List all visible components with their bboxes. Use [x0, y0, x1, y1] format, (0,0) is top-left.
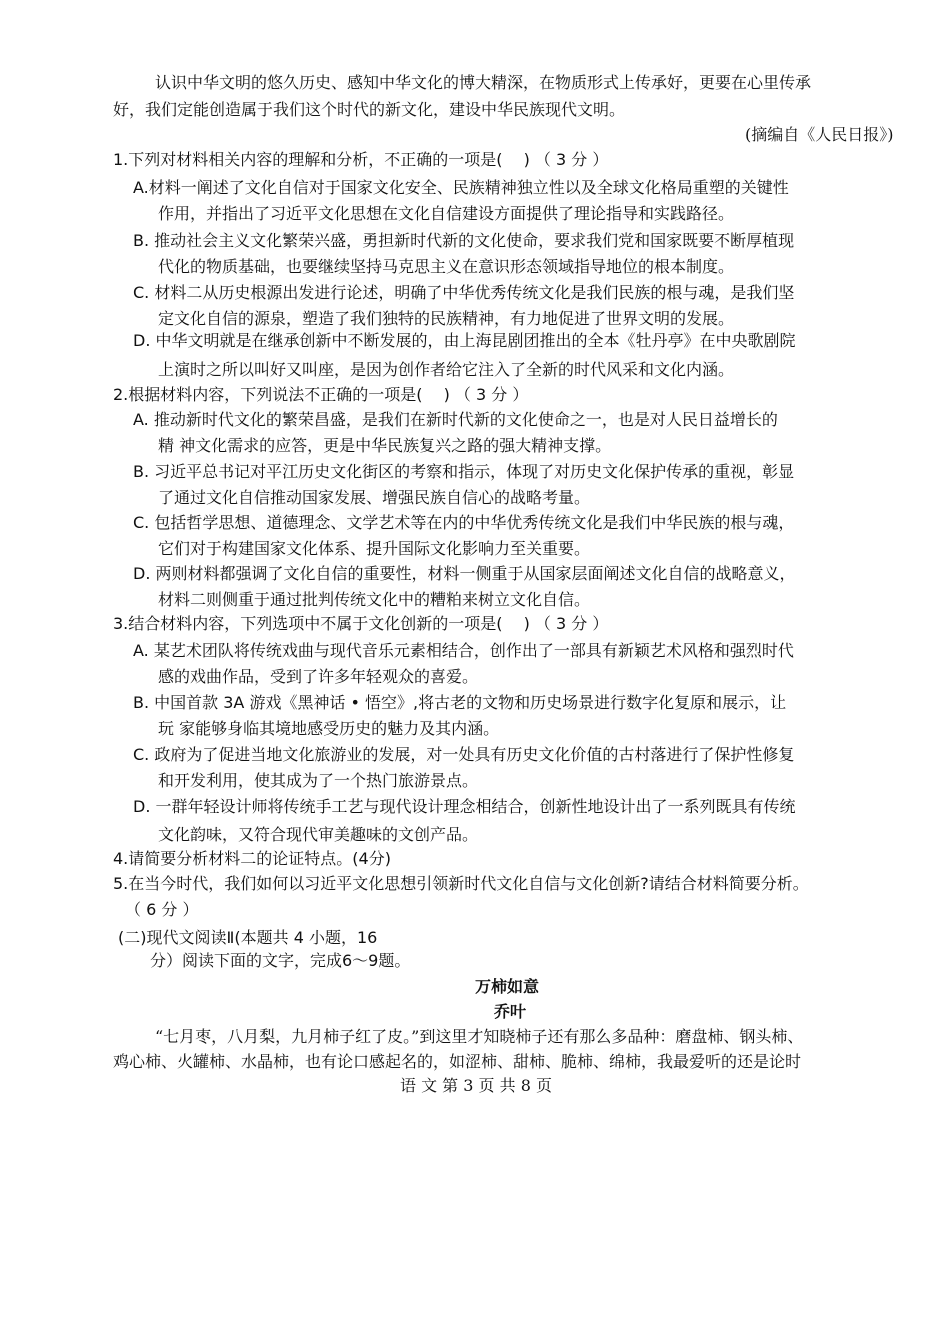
- question-2-option-b: B. 习近平总书记对平江历史文化街区的考察和指示，体现了对历史文化保护传承的重视，彰显: [133, 462, 795, 481]
- question-3-option-a-cont: 感的戏曲作品，受到了许多年轻观众的喜爱。: [158, 667, 479, 686]
- question-3-option-d: D. 一群年轻设计师将传统手工艺与现代设计理念相结合，创新性地设计出了一系列既具有传统: [133, 797, 796, 816]
- question-3-option-b-cont: 玩 家能够身临其境地感受历史的魅力及其内涵。: [158, 719, 500, 738]
- question-5-points: （ 6 分 ）: [125, 900, 199, 919]
- question-1-option-b: B. 推动社会主义文化繁荣兴盛，勇担新时代新的文化使命，要求我们党和国家既要不断厚植现: [133, 231, 795, 250]
- section-2-instruction: 分）阅读下面的文字，完成6～9题。: [150, 951, 411, 970]
- question-3-option-c: C. 政府为了促进当地文化旅游业的发展，对一处具有历史文化价值的古村落进行了保护性修复: [133, 745, 795, 764]
- question-3-option-d-cont: 文化韵味，又符合现代审美趣味的文创产品。: [158, 825, 479, 844]
- question-2-option-b-cont: 了通过文化自信推动国家发展、增强民族自信心的战略考量。: [158, 488, 591, 507]
- essay-author: 乔叶: [494, 1002, 527, 1021]
- question-1-option-a: A.材料一阐述了文化自信对于国家文化安全、民族精神独立性以及全球文化格局重塑的关键性: [133, 178, 789, 197]
- question-3-option-a: A. 某艺术团队将传统戏曲与现代音乐元素相结合，创作出了一部具有新颖艺术风格和强烈时代: [133, 641, 794, 660]
- question-5-stem: 5.在当今时代，我们如何以习近平文化思想引领新时代文化自信与文化创新?请结合材料简要分析。: [113, 874, 809, 893]
- question-2-option-d-cont: 材料二则侧重于通过批判传统文化中的糟粕来树立文化自信。: [158, 590, 591, 609]
- question-1-option-c: C. 材料二从历史根源出发进行论述，明确了中华优秀传统文化是我们民族的根与魂，是我们坚: [133, 283, 795, 302]
- question-2-stem: 2.根据材料内容，下列说法不正确的一项是( ) （ 3 分 ）: [113, 385, 529, 404]
- question-2-option-c: C. 包括哲学思想、道德理念、文学艺术等在内的中华优秀传统文化是我们中华民族的根与魂，: [133, 513, 795, 532]
- source-citation: (摘编自《人民日报》): [745, 125, 894, 144]
- question-1-option-a-cont: 作用，并指出了习近平文化思想在文化自信建设方面提供了理论指导和实践路径。: [158, 204, 735, 223]
- question-4-stem: 4.请简要分析材料二的论证特点。(4分): [113, 849, 391, 868]
- question-1-stem: 1.下列对材料相关内容的理解和分析，不正确的一项是( ) （ 3 分 ）: [113, 150, 609, 169]
- question-3-stem: 3.结合材料内容，下列选项中不属于文化创新的一项是( ) （ 3 分 ）: [113, 614, 609, 633]
- question-3-option-b: B. 中国首款 3A 游戏《黑神话 • 悟空》,将古老的文物和历史场景进行数字化复原和展示，让: [133, 693, 787, 712]
- intro-line-2: 好，我们定能创造属于我们这个时代的新文化，建设中华民族现代文明。: [113, 100, 626, 119]
- section-2-heading: (二)现代文阅读Ⅱ(本题共 4 小题，16: [118, 928, 378, 947]
- page-footer: 语 文 第 3 页 共 8 页: [400, 1076, 552, 1095]
- essay-paragraph-line-2: 鸡心柿、火罐柿、水晶柿，也有论口感起名的，如涩柿、甜柿、脆柿、绵柿，我最爱听的还是论时: [113, 1052, 802, 1071]
- question-2-option-d: D. 两则材料都强调了文化自信的重要性，材料一侧重于从国家层面阐述文化自信的战略意义，: [133, 564, 796, 583]
- question-2-option-a: A. 推动新时代文化的繁荣昌盛，是我们在新时代新的文化使命之一，也是对人民日益增长的: [133, 410, 778, 429]
- question-2-option-a-cont: 精 神文化需求的应答，更是中华民族复兴之路的强大精神支撑。: [158, 436, 612, 455]
- question-1-option-d: D. 中华文明就是在继承创新中不断发展的，由上海昆剧团推出的全本《牡丹亭》在中央歌剧院: [133, 331, 796, 350]
- essay-paragraph-line-1: “七月枣，八月梨，九月柿子红了皮。”到这里才知晓柿子还有那么多品种：磨盘柿、钢头柿、: [155, 1027, 804, 1046]
- question-2-option-c-cont: 它们对于构建国家文化体系、提升国际文化影响力至关重要。: [158, 539, 591, 558]
- intro-line-1: 认识中华文明的悠久历史、感知中华文化的博大精深，在物质形式上传承好，更要在心里传承: [155, 73, 812, 92]
- question-1-option-c-cont: 定文化自信的源泉，塑造了我们独特的民族精神，有力地促进了世界文明的发展。: [158, 309, 735, 328]
- question-3-option-c-cont: 和开发利用，使其成为了一个热门旅游景点。: [158, 771, 479, 790]
- question-1-option-d-cont: 上演时之所以叫好又叫座，是因为创作者给它注入了全新的时代风采和文化内涵。: [158, 360, 735, 379]
- question-1-option-b-cont: 代化的物质基础，也要继续坚持马克思主义在意识形态领域指导地位的根本制度。: [158, 257, 735, 276]
- essay-title: 万柿如意: [475, 977, 540, 996]
